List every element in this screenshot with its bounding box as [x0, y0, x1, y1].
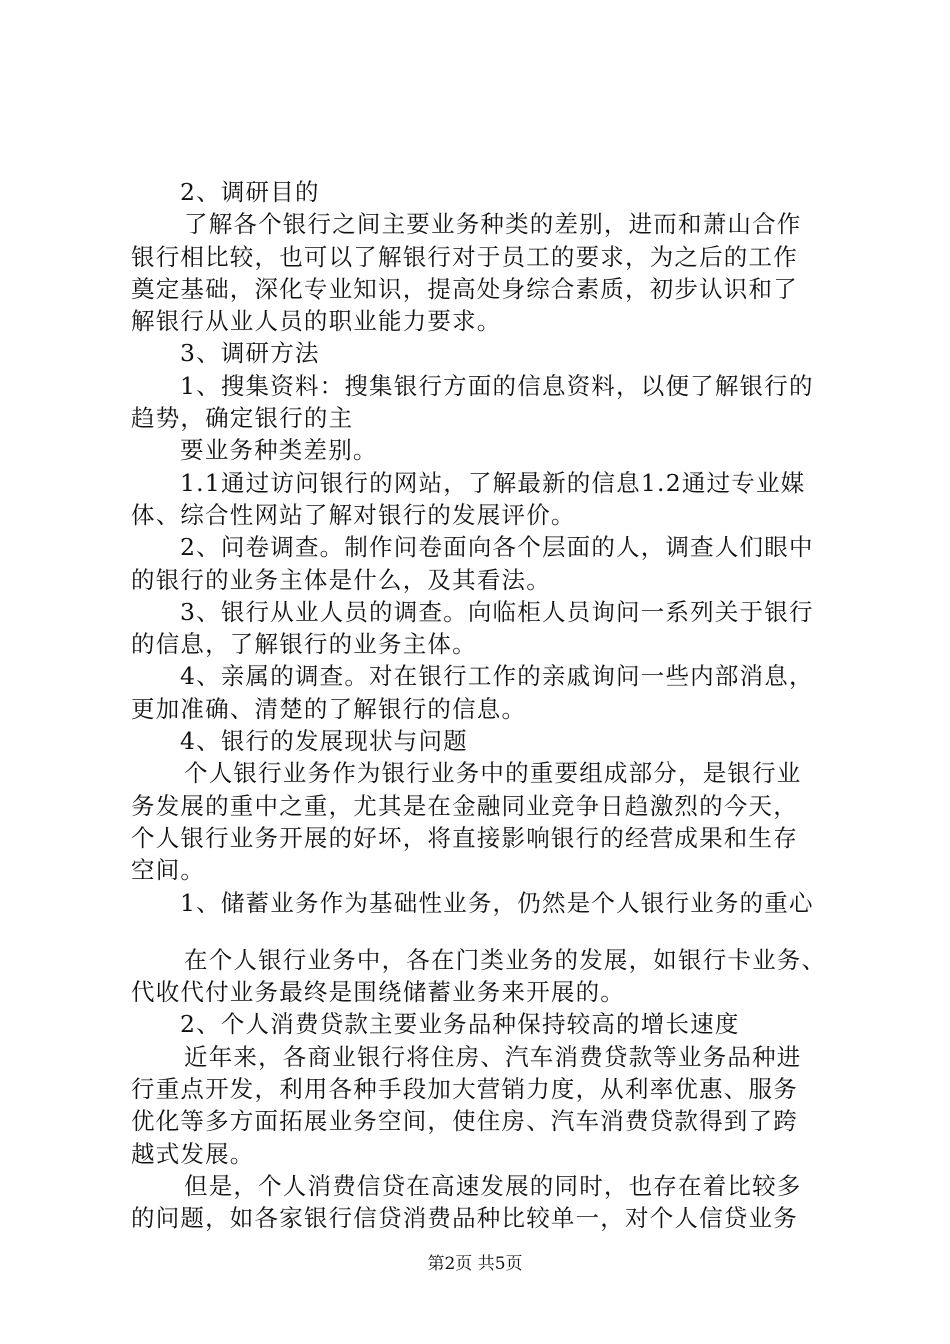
- page-footer: 第2页 共5页: [427, 1254, 523, 1274]
- text-line: 了解各个银行之间主要业务种类的差别，进而和萧山合作: [184, 210, 802, 239]
- text-line: 3、调研方法: [180, 339, 320, 368]
- text-line: 4、亲属的调查。对在银行工作的亲戚询问一些内部消息，: [180, 662, 814, 691]
- text-line: 个人银行业务作为银行业务中的重要组成部分，是银行业: [184, 759, 802, 788]
- text-line: 在个人银行业务中，各在门类业务的发展，如银行卡业务、: [184, 945, 827, 974]
- document-body: [131, 176, 841, 1235]
- text-line: 空间。: [131, 856, 206, 885]
- text-line: 优化等多方面拓展业务空间，使住房、汽车消费贷款得到了跨: [131, 1107, 798, 1136]
- text-line: 近年来，各商业银行将住房、汽车消费贷款等业务品种进: [184, 1042, 802, 1071]
- text-line: 银行相比较，也可以了解银行对于员工的要求，为之后的工作: [131, 242, 798, 271]
- text-line: 越式发展。: [131, 1139, 255, 1168]
- text-line: 的问题，如各家银行信贷消费品种比较单一，对个人信贷业务: [131, 1204, 798, 1233]
- text-line: 1.1通过访问银行的网站，了解最新的信息1.2通过专业媒: [180, 468, 806, 497]
- text-line: 行重点开发，利用各种手段加大营销力度，从利率优惠、服务: [131, 1075, 798, 1104]
- text-line: 2、问卷调查。制作问卷面向各个层面的人，调查人们眼中: [180, 533, 814, 562]
- text-line: 的银行的业务主体是什么，及其看法。: [131, 565, 551, 594]
- text-line: 4、银行的发展现状与问题: [180, 727, 468, 756]
- text-line: 解银行从业人员的职业能力要求。: [131, 307, 502, 336]
- text-line: 的信息，了解银行的业务主体。: [131, 630, 477, 659]
- paragraph-gap: [131, 919, 841, 944]
- text-line: 3、银行从业人员的调查。向临柜人员询问一系列关于银行: [180, 597, 814, 626]
- text-line: 1、搜集资料：搜集银行方面的信息资料，以便了解银行的: [180, 371, 814, 400]
- text-line: 但是，个人消费信贷在高速发展的同时，也存在着比较多: [184, 1171, 802, 1200]
- text-line: 奠定基础，深化专业知识，提高处身综合素质，初步认识和了: [131, 274, 798, 303]
- text-line: 2、调研目的: [180, 178, 320, 206]
- text-line: 代收代付业务最终是围绕储蓄业务来开展的。: [131, 978, 625, 1007]
- text-line: 2、个人消费贷款主要业务品种保持较高的增长速度: [180, 1010, 740, 1039]
- text-line: 趋势，确定银行的主: [131, 404, 354, 433]
- text-line: 要业务种类差别。: [180, 436, 378, 465]
- text-line: 更加准确、清楚的了解银行的信息。: [131, 694, 527, 723]
- text-line: 个人银行业务开展的好坏，将直接影响银行的经营成果和生存: [131, 823, 798, 852]
- text-line: 务发展的重中之重，尤其是在金融同业竞争日趋激烈的今天，: [131, 791, 798, 820]
- text-line: 1、储蓄业务作为基础性业务，仍然是个人银行业务的重心: [180, 888, 814, 917]
- text-line: 体、综合性网站了解对银行的发展评价。: [131, 500, 576, 529]
